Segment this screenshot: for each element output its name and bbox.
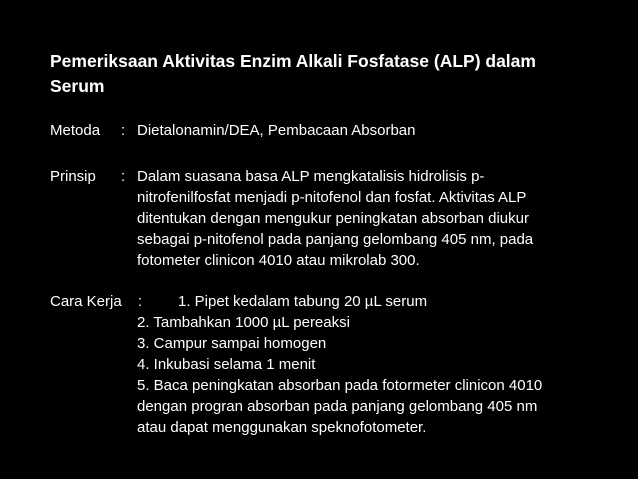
metoda-value-text: Dietalonamin/DEA, Pembacaan Absorban	[137, 122, 416, 139]
cara-kerja-steps	[137, 312, 617, 438]
step-3: 3. Campur sampai homogen	[137, 335, 327, 352]
step-5: 5. Baca peningkatan absorban pada fotormeter clinicon 4010	[137, 377, 543, 394]
metoda-colon: :	[121, 122, 126, 139]
step-5-continued-1: dengan progran absorban pada panjang gelombang 405 nm	[137, 398, 538, 415]
step-5-continued-2: atau dapat menggunakan speknofotometer.	[137, 419, 427, 436]
cara-kerja-label: Cara Kerja	[50, 293, 122, 310]
prinsip-line-5: fotometer clinicon 4010 atau mikrolab 300.	[137, 252, 420, 269]
prinsip-line-4: sebagai p-nitofenol pada panjang gelombang 405 nm, pada	[137, 231, 534, 248]
cara-kerja-colon: :	[138, 293, 143, 310]
prinsip-line-2: nitrofenilfosfat menjadi p-nitofenol dan fosfat. Aktivitas ALP	[137, 189, 527, 206]
prinsip-value	[137, 166, 617, 271]
prinsip-colon: :	[121, 168, 126, 185]
prinsip-label: Prinsip	[50, 168, 96, 185]
title-line-1: Pemeriksaan Aktivitas Enzim Alkali Fosfatase (ALP) dalam	[50, 51, 536, 71]
title-line-2: Serum	[50, 76, 105, 96]
step-4: 4. Inkubasi selama 1 menit	[137, 356, 316, 373]
step-2: 2. Tambahkan 1000 µL pereaksi	[137, 314, 350, 331]
prinsip-line-1: Dalam suasana basa ALP mengkatalisis hidrolisis p-	[137, 168, 485, 185]
metoda-label: Metoda	[50, 122, 101, 139]
prinsip-line-3: ditentukan dengan mengukur peningkatan absorban diukur	[137, 210, 529, 227]
metoda-value	[137, 120, 617, 141]
step-1: 1. Pipet kedalam tabung 20 µL serum	[178, 293, 428, 310]
slide-title	[50, 49, 590, 99]
